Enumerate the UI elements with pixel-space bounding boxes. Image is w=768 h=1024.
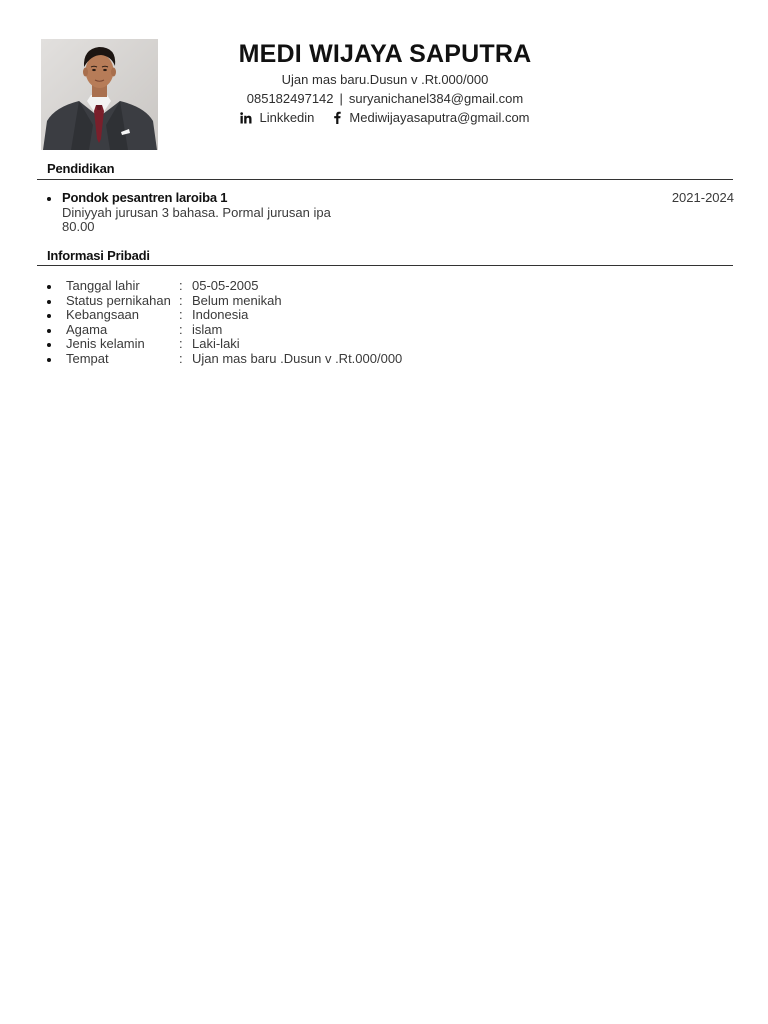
info-colon: : xyxy=(179,321,183,337)
phone-number: 085182497142 xyxy=(246,91,334,106)
bullet-icon xyxy=(47,285,51,289)
contact-line xyxy=(170,89,600,108)
school-score: 80.00 xyxy=(62,219,95,234)
facebook-label: Mediwijayasaputra@gmail.com xyxy=(349,110,530,125)
info-value: Belum menikah xyxy=(192,292,282,308)
info-label: Jenis kelamin xyxy=(66,336,145,352)
candidate-name: MEDI WIJAYA SAPUTRA xyxy=(238,40,532,68)
info-label: Tempat xyxy=(66,350,109,366)
profile-photo-image xyxy=(41,39,158,150)
email-address[interactable]: suryanichanel384@gmail.com xyxy=(348,91,524,106)
facebook-icon xyxy=(332,111,342,124)
bullet-icon xyxy=(47,197,51,201)
social-links xyxy=(170,108,600,127)
school-detail: Diniyyah jurusan 3 bahasa. Pormal jurusan ipa xyxy=(62,204,331,220)
info-label: Agama xyxy=(66,321,108,337)
bullet-icon xyxy=(47,329,51,333)
profile-photo xyxy=(41,39,158,150)
info-value: Ujan mas baru .Dusun v .Rt.000/000 xyxy=(192,350,403,366)
info-value: islam xyxy=(192,321,223,337)
info-value: Laki-laki xyxy=(192,336,240,352)
linkedin-label: Linkkedin xyxy=(259,110,315,125)
school-years: 2021-2024 xyxy=(671,190,734,205)
education-section-title: Pendidikan xyxy=(47,161,115,176)
info-label: Tanggal lahir xyxy=(66,278,140,293)
personal-section-title: Informasi Pribadi xyxy=(47,248,150,263)
school-name: Pondok pesantren laroiba 1 xyxy=(62,190,228,205)
info-colon: : xyxy=(179,350,183,366)
address-line: Ujan mas baru.Dusun v .Rt.000/000 xyxy=(281,72,489,87)
facebook-link[interactable] xyxy=(332,108,529,127)
bullet-icon xyxy=(47,314,51,318)
linkedin-link[interactable] xyxy=(240,108,314,127)
info-label: Status pernikahan xyxy=(66,292,171,308)
info-label: Kebangsaan xyxy=(66,307,140,323)
bullet-icon xyxy=(47,300,51,304)
bullet-icon xyxy=(47,343,51,347)
personal-divider xyxy=(37,265,733,266)
linkedin-icon xyxy=(240,112,252,124)
info-value: 05-05-2005 xyxy=(192,278,259,293)
resume-header xyxy=(170,38,600,127)
info-colon: : xyxy=(179,292,183,308)
info-colon: : xyxy=(179,278,183,293)
info-colon: : xyxy=(179,307,183,323)
education-item xyxy=(62,191,734,235)
bullet-icon xyxy=(47,358,51,362)
info-value: Indonesia xyxy=(192,307,249,323)
education-divider xyxy=(37,179,733,180)
contact-separator: | xyxy=(339,91,343,106)
info-colon: : xyxy=(179,336,183,352)
